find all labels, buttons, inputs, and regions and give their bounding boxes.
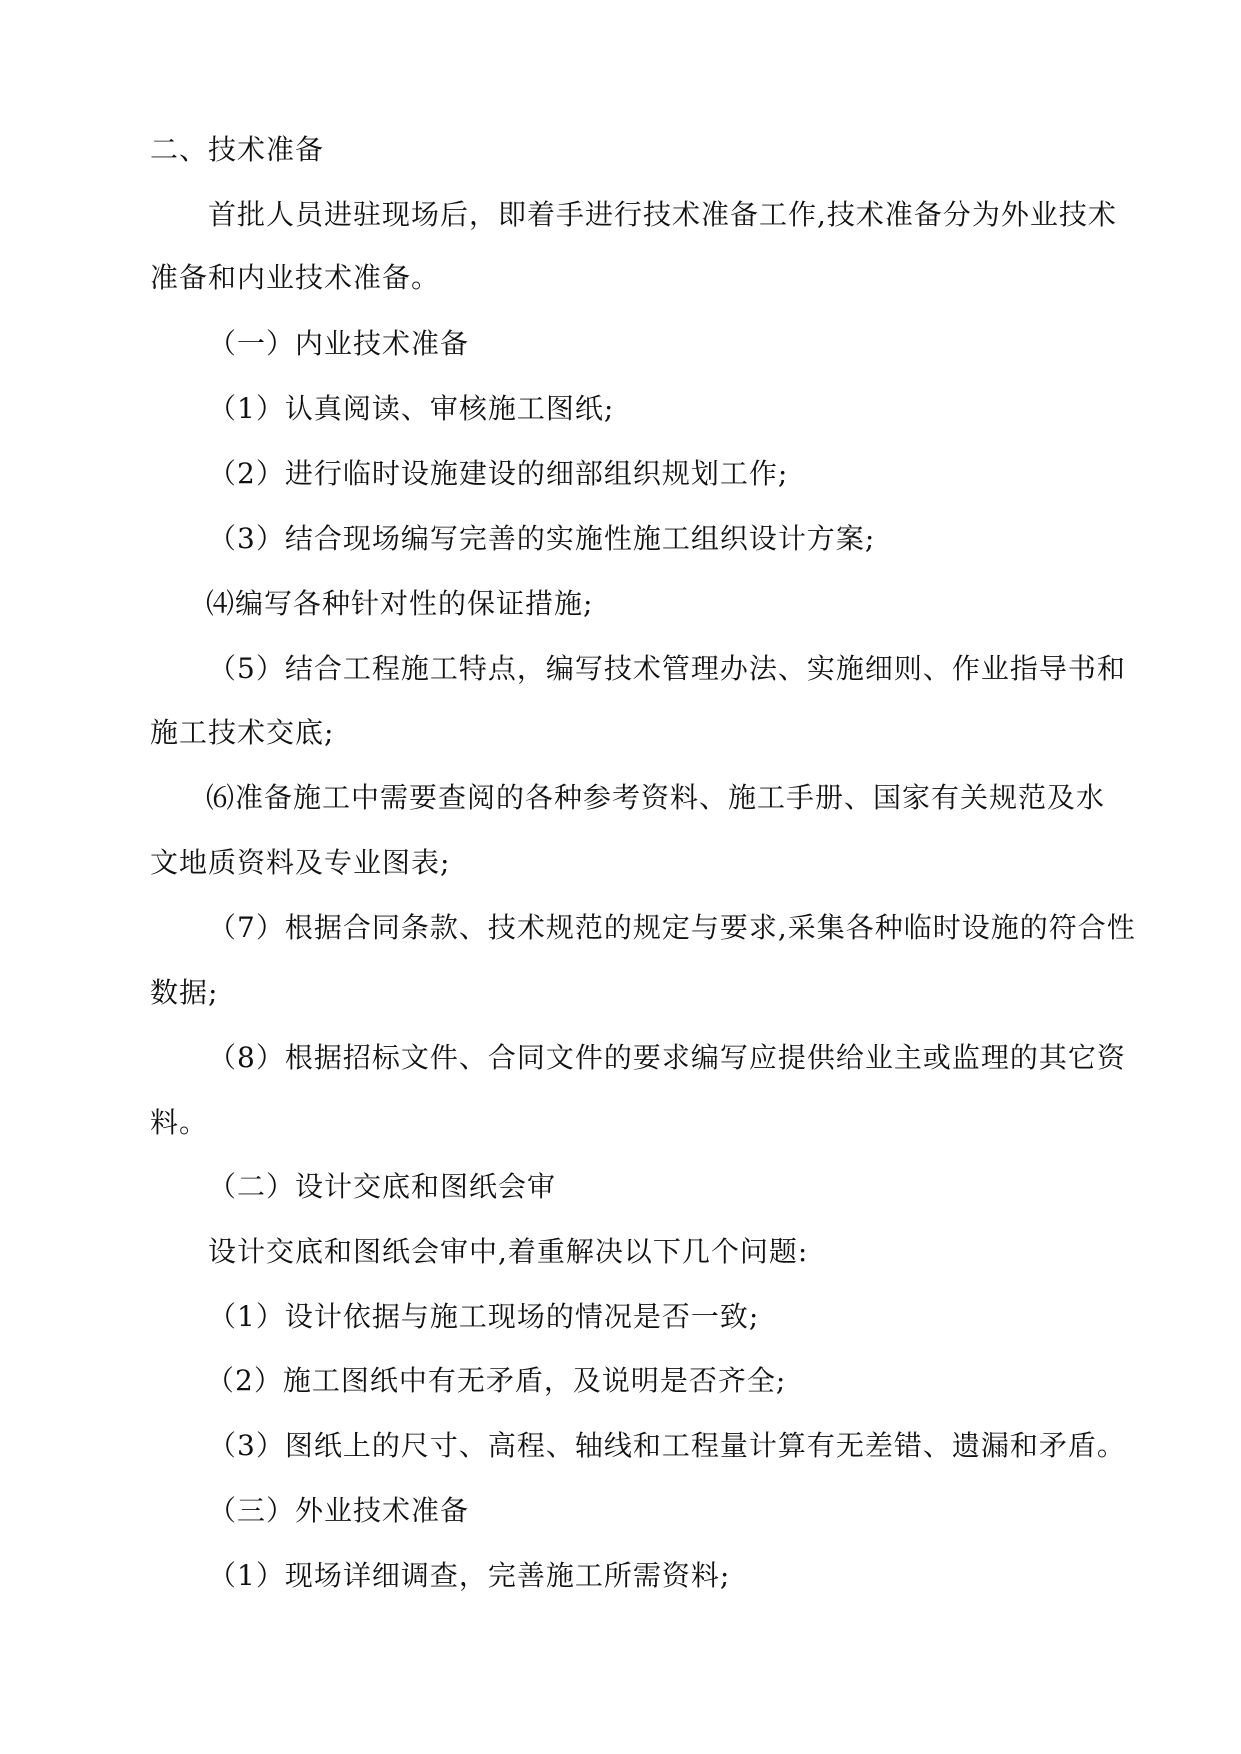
field-item-1: （1）现场详细调查，完善施工所需资料; [208, 1559, 731, 1592]
list-item-7-line-1: （7）根据合同条款、技术规范的规定与要求,采集各种临时设施的符合性 [208, 911, 1136, 944]
list-item-4: ⑷编写各种针对性的保证措施; [206, 587, 594, 620]
list-item-6-line-1: ⑹准备施工中需要查阅的各种参考资料、施工手册、国家有关规范及水 [206, 781, 1106, 814]
review-intro-paragraph: 设计交底和图纸会审中,着重解决以下几个问题: [208, 1235, 809, 1268]
subsection-heading-3: （三）外业技术准备 [208, 1494, 470, 1527]
subsection-heading-1: （一）内业技术准备 [208, 327, 470, 360]
section-heading: 二、技术准备 [150, 133, 325, 166]
list-item-2: （2）进行临时设施建设的细部组织规划工作; [208, 457, 789, 490]
list-item-7-line-2: 数据; [150, 976, 219, 1009]
list-item-8-line-1: （8）根据招标文件、合同文件的要求编写应提供给业主或监理的其它资 [208, 1041, 1126, 1074]
intro-paragraph-line-2: 准备和内业技术准备。 [150, 261, 441, 294]
list-item-5-line-1: （5）结合工程施工特点，编写技术管理办法、实施细则、作业指导书和 [208, 652, 1126, 685]
subsection-heading-2: （二）设计交底和图纸会审 [208, 1170, 557, 1203]
list-item-5-line-2: 施工技术交底; [150, 716, 335, 749]
list-item-1: （1）认真阅读、审核施工图纸; [208, 392, 615, 425]
list-item-6-line-2: 文地质资料及专业图表; [150, 846, 451, 879]
review-item-1: （1）设计依据与施工现场的情况是否一致; [208, 1300, 760, 1333]
list-item-8-line-2: 料。 [150, 1106, 209, 1139]
list-item-3: （3）结合现场编写完善的实施性施工组织设计方案; [208, 522, 876, 555]
review-item-2: （2）施工图纸中有无矛盾，及说明是否齐全; [206, 1364, 787, 1397]
review-item-3: （3）图纸上的尺寸、高程、轴线和工程量计算有无差错、遗漏和矛盾。 [208, 1429, 1126, 1462]
intro-paragraph-line-1: 首批人员进驻现场后，即着手进行技术准备工作,技术准备分为外业技术 [208, 198, 1117, 231]
